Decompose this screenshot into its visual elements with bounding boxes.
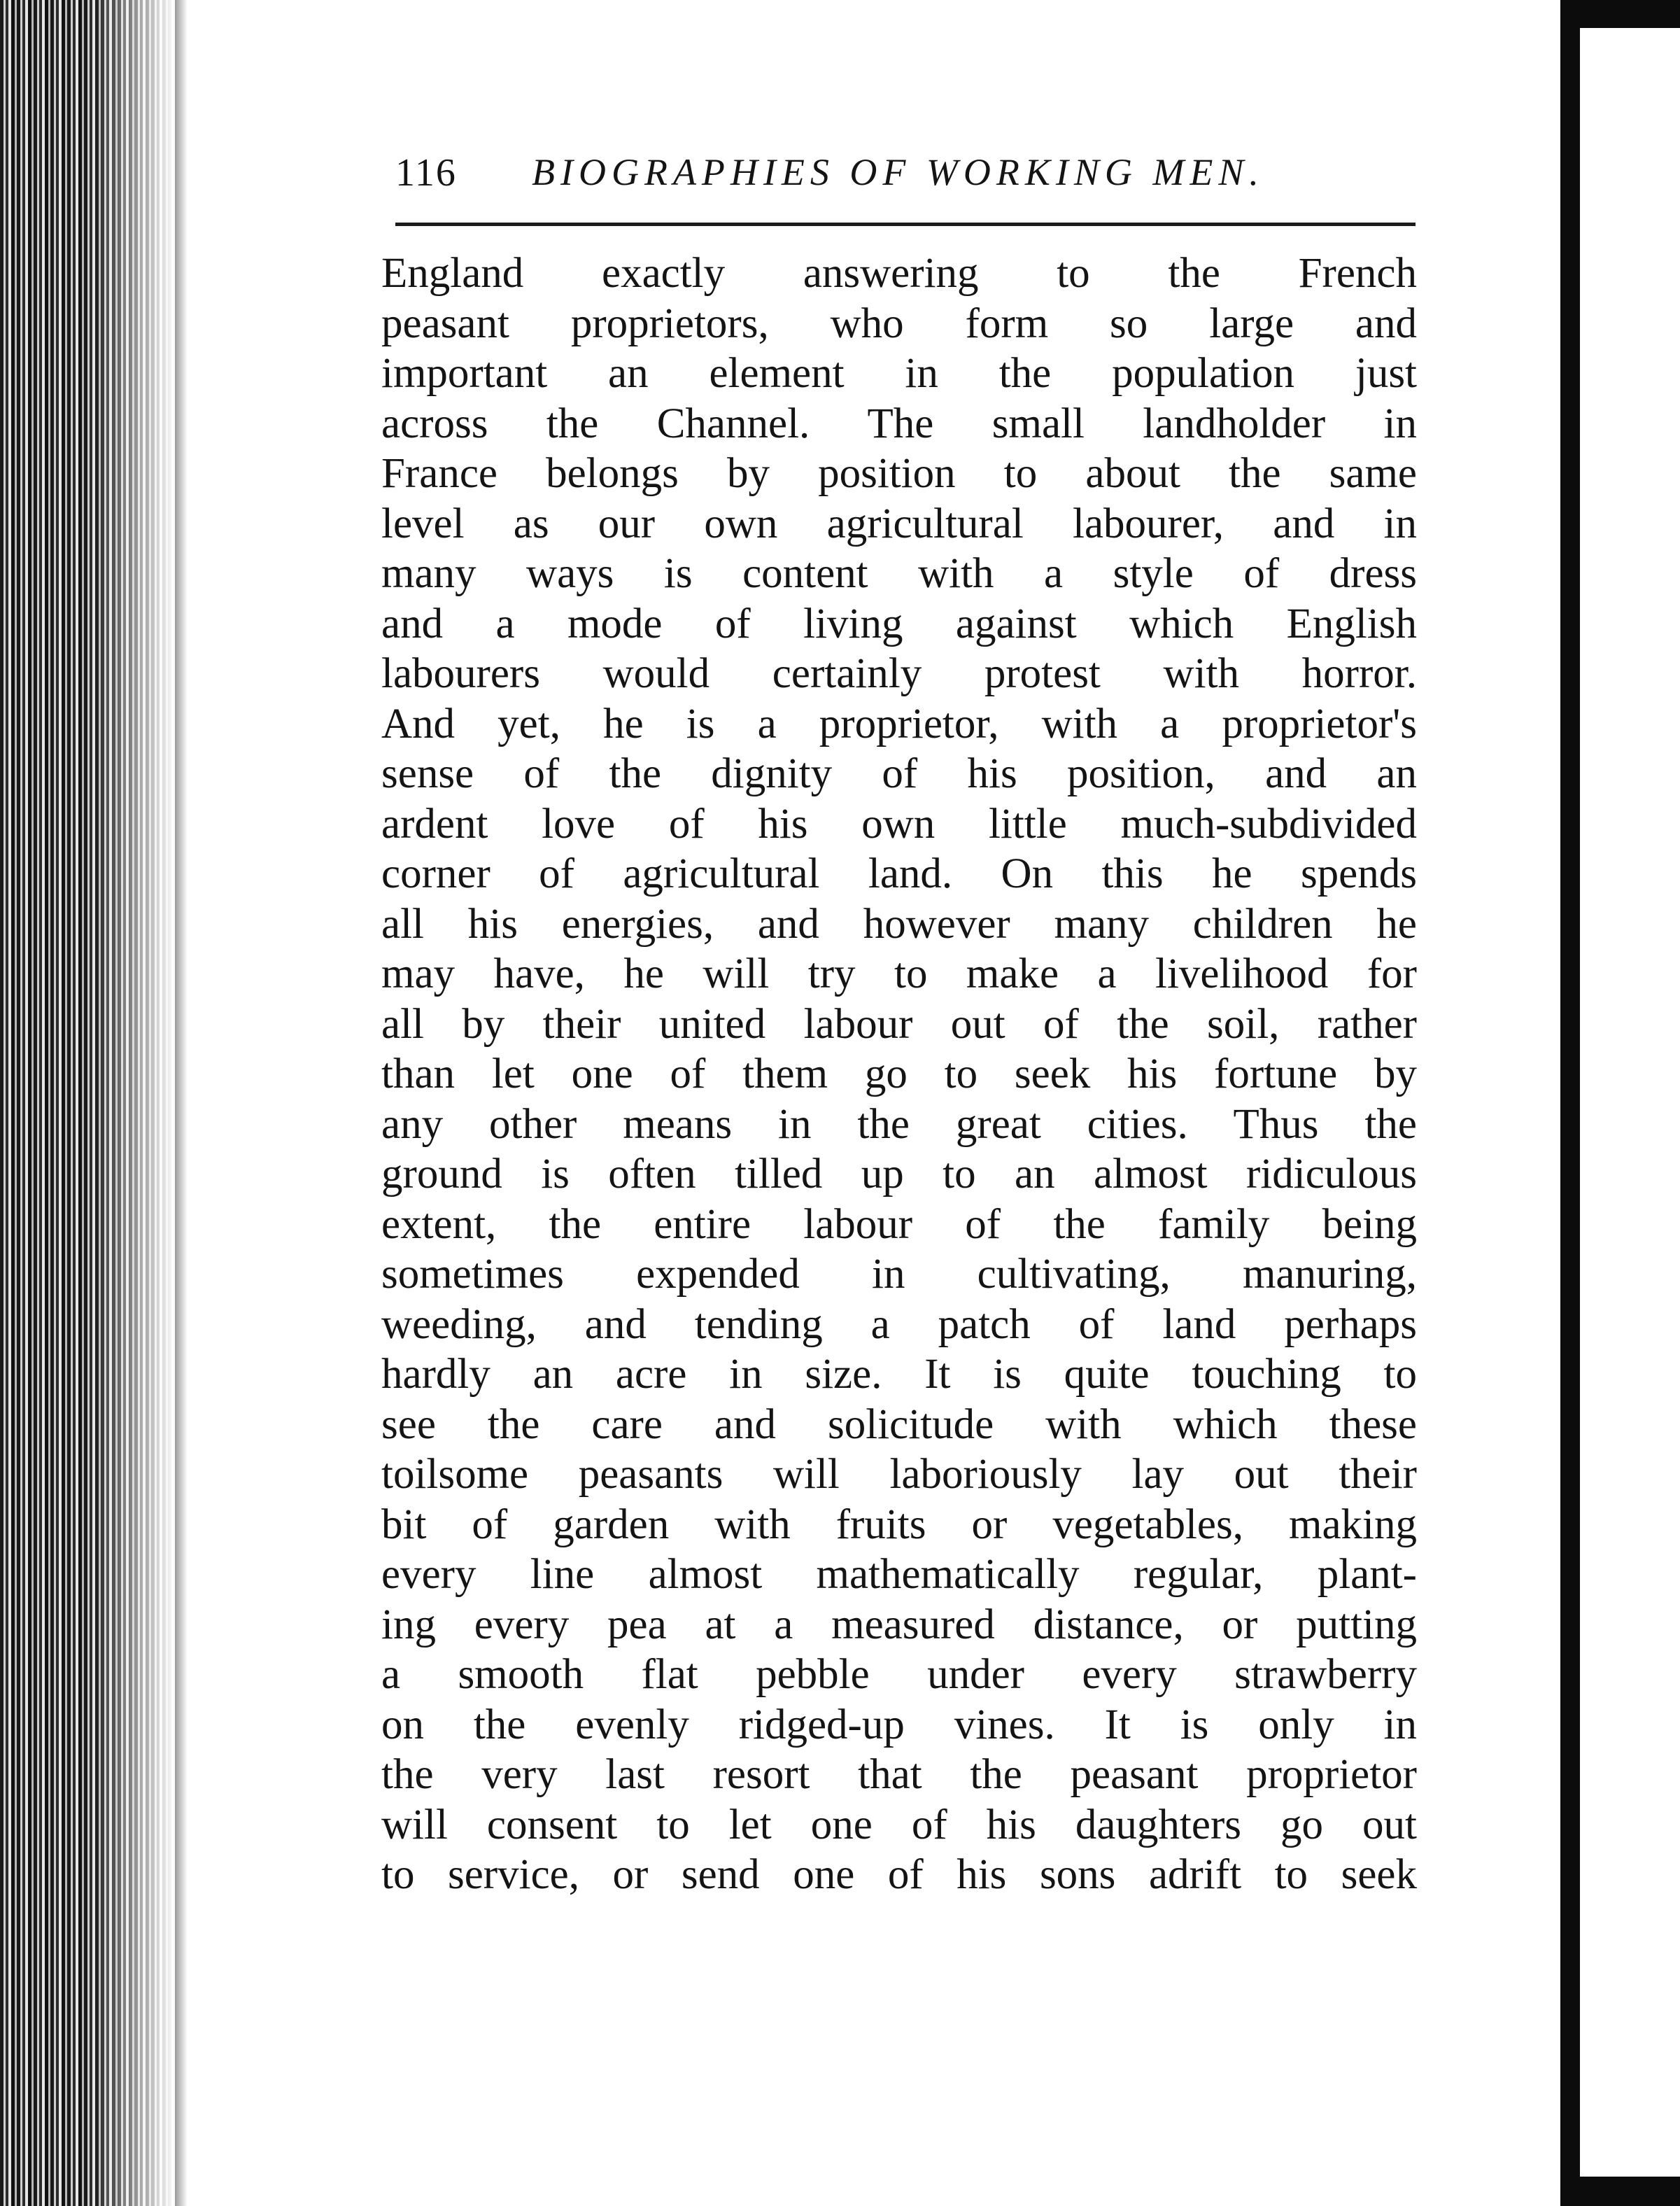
right-page-border (1560, 0, 1580, 2206)
text-line: sense of the dignity of his position, and an (381, 750, 1417, 797)
text-line: ing every pea at a measured distance, or putting (381, 1601, 1417, 1648)
text-line: the very last resort that the peasant proprietor (381, 1751, 1417, 1798)
book-page-edges (0, 0, 175, 2206)
text-line: level as our own agricultural labourer, and in (381, 500, 1417, 547)
right-page-border-bottom (1560, 2177, 1680, 2206)
text-line: labourers would certainly protest with horror. (381, 650, 1417, 697)
text-line: many ways is content with a style of dress (381, 550, 1417, 597)
text-line: a smooth flat pebble under every strawberry (381, 1651, 1417, 1698)
text-line: peasant proprietors, who form so large and (381, 300, 1417, 347)
text-line: sometimes expended in cultivating, manuring, (381, 1251, 1417, 1298)
binding-shadow (175, 0, 188, 2206)
text-line: across the Channel. The small landholder in (381, 400, 1417, 447)
right-page-border-top (1560, 0, 1680, 28)
text-line: ground is often tilled up to an almost ridiculous (381, 1151, 1417, 1197)
text-line: than let one of them go to seek his fortune by (381, 1051, 1417, 1097)
text-line: may have, he will try to make a livelihood for (381, 950, 1417, 997)
text-line: corner of agricultural land. On this he spends (381, 850, 1417, 897)
page-number: 116 (395, 151, 457, 195)
text-line: and a mode of living against which English (381, 600, 1417, 647)
text-line: any other means in the great cities. Thus the (381, 1100, 1417, 1148)
text-line: And yet, he is a proprietor, with a proprietor's (381, 700, 1417, 747)
text-line: on the evenly ridged-up vines. It is only in (381, 1701, 1417, 1748)
text-line: to service, or send one of his sons adrift to seek (381, 1851, 1417, 1898)
body-text (381, 248, 1417, 1900)
text-line: all by their united labour out of the soil, rather (381, 1000, 1417, 1048)
text-line: see the care and solicitude with which these (381, 1400, 1417, 1448)
text-line: all his energies, and however many children he (381, 900, 1417, 948)
text-line: weeding, and tending a patch of land perhaps (381, 1300, 1417, 1348)
running-head: BIOGRAPHIES OF WORKING MEN. (532, 151, 1264, 193)
text-line: important an element in the population just (381, 350, 1417, 397)
header-rule (395, 223, 1416, 226)
text-line: extent, the entire labour of the family being (381, 1200, 1417, 1248)
page-header (395, 150, 1413, 206)
text-line: bit of garden with fruits or vegetables, making (381, 1501, 1417, 1548)
text-line: toilsome peasants will laboriously lay out their (381, 1451, 1417, 1498)
text-line: England exactly answering to the French (381, 250, 1417, 297)
text-line: every line almost mathematically regular, plant- (381, 1551, 1417, 1598)
text-line: hardly an acre in size. It is quite touching to (381, 1351, 1417, 1398)
text-line: will consent to let one of his daughters go out (381, 1801, 1417, 1848)
text-line: ardent love of his own little much-subdivided (381, 800, 1417, 848)
text-line: France belongs by position to about the same (381, 450, 1417, 497)
